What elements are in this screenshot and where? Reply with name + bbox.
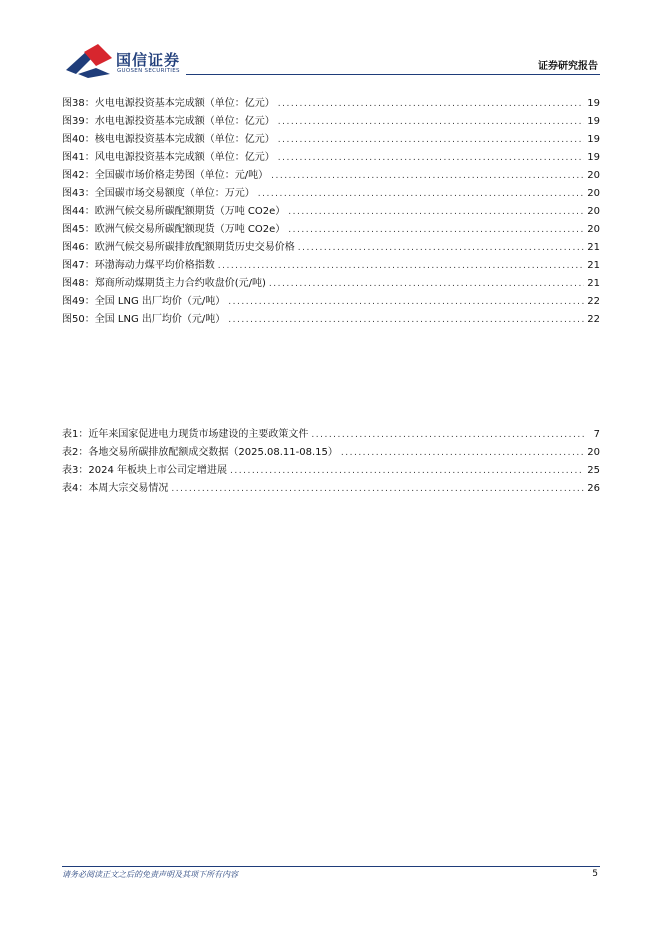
toc-leader-dots — [228, 297, 584, 307]
header-divider — [186, 74, 600, 75]
toc-entry-label: 表1： — [62, 429, 89, 440]
footer-divider — [62, 866, 600, 867]
toc-entry-text: 环渤海动力煤平均价格指数 — [94, 260, 215, 271]
toc-entry-title — [62, 202, 285, 217]
toc-entry-title — [62, 94, 275, 109]
toc-entry-label: 图41： — [62, 152, 95, 163]
figure-toc-row[interactable] — [62, 94, 600, 112]
toc-entry-label: 图47： — [62, 260, 95, 271]
table-toc-row[interactable] — [62, 461, 600, 479]
figure-toc-row[interactable] — [62, 292, 600, 310]
figure-toc-row[interactable] — [62, 256, 600, 274]
toc-leader-dots — [298, 243, 585, 253]
toc-entry-title — [62, 443, 338, 458]
toc-entry-label: 表3： — [62, 465, 89, 476]
toc-page-number: 20 — [587, 170, 600, 181]
report-type-title: 证券研究报告 — [538, 61, 598, 72]
toc-entry-title — [62, 112, 275, 127]
toc-entry-text: 全国 LNG 出厂均价（元/吨） — [94, 296, 226, 307]
toc-entry-label: 表4： — [62, 483, 89, 494]
toc-leader-dots — [278, 135, 585, 145]
logo-chinese-name: 国信证券 — [116, 51, 181, 69]
toc-leader-dots — [341, 448, 584, 458]
toc-entry-title — [62, 461, 227, 476]
toc-page-number: 7 — [593, 429, 600, 440]
logo-english-name: GUOSEN SECURITIES — [117, 68, 180, 74]
toc-entry-text: 2024 年板块上市公司定增进展 — [88, 465, 228, 476]
toc-leader-dots — [271, 171, 584, 181]
footer-disclaimer: 请务必阅读正文之后的免责声明及其项下所有内容 — [62, 870, 238, 879]
toc-page-number: 21 — [587, 260, 600, 271]
figure-toc-row[interactable] — [62, 238, 600, 256]
figure-toc-row[interactable] — [62, 112, 600, 130]
toc-entry-title — [62, 274, 266, 289]
toc-leader-dots — [171, 484, 584, 494]
toc-entry-text: 各地交易所碳排放配额成交数据（2025.08.11-08.15） — [88, 447, 338, 458]
toc-entry-title — [62, 425, 308, 440]
toc-page-number: 21 — [587, 242, 600, 253]
toc-page-number: 21 — [587, 278, 600, 289]
toc-entry-label: 图45： — [62, 224, 95, 235]
toc-entry-title — [62, 220, 285, 235]
toc-page-number: 20 — [587, 188, 600, 199]
toc-entry-label: 图46： — [62, 242, 95, 253]
toc-leader-dots — [228, 315, 584, 325]
toc-entry-text: 欧洲气候交易所碳配额现货（万吨 CO2e） — [94, 224, 286, 235]
toc-entry-title — [62, 256, 215, 271]
toc-entry-text: 近年来国家促进电力现货市场建设的主要政策文件 — [88, 429, 309, 440]
toc-leader-dots — [278, 153, 585, 163]
toc-leader-dots — [311, 430, 585, 440]
figure-toc-row[interactable] — [62, 166, 600, 184]
toc-page-number: 22 — [587, 296, 600, 307]
toc-page-number: 19 — [587, 134, 600, 145]
toc-page-number: 26 — [587, 483, 600, 494]
toc-leader-dots — [288, 207, 584, 217]
toc-leader-dots — [288, 225, 584, 235]
toc-leader-dots — [258, 189, 585, 199]
toc-entry-title — [62, 479, 168, 494]
toc-entry-text: 核电电源投资基本完成额（单位：亿元） — [94, 134, 275, 145]
toc-entry-title — [62, 166, 268, 181]
figure-toc-row[interactable] — [62, 148, 600, 166]
toc-entry-label: 图39： — [62, 116, 95, 127]
toc-entry-label: 图48： — [62, 278, 95, 289]
toc-page-number: 19 — [587, 98, 600, 109]
toc-entry-label: 表2： — [62, 447, 89, 458]
toc-entry-label: 图44： — [62, 206, 95, 217]
toc-entry-title — [62, 292, 225, 307]
toc-page-number: 20 — [587, 206, 600, 217]
toc-entry-title — [62, 238, 295, 253]
toc-leader-dots — [269, 279, 584, 289]
toc-page-number: 22 — [587, 314, 600, 325]
toc-entry-label: 图49： — [62, 296, 95, 307]
figure-toc-row[interactable] — [62, 184, 600, 202]
toc-page-number: 25 — [587, 465, 600, 476]
toc-page-number: 19 — [587, 152, 600, 163]
figure-toc-row[interactable] — [62, 130, 600, 148]
toc-leader-dots — [278, 99, 585, 109]
toc-entry-text: 全国碳市场交易额度（单位：万元） — [94, 188, 255, 199]
toc-entry-label: 图38： — [62, 98, 95, 109]
toc-entry-label: 图50： — [62, 314, 95, 325]
toc-entry-text: 欧洲气候交易所碳排放配额期货历史交易价格 — [94, 242, 295, 253]
toc-leader-dots — [218, 261, 585, 271]
table-list — [62, 425, 600, 497]
toc-leader-dots — [230, 466, 584, 476]
figure-toc-row[interactable] — [62, 202, 600, 220]
toc-entry-text: 郑商所动煤期货主力合约收盘价(元/吨) — [94, 278, 266, 289]
toc-leader-dots — [278, 117, 585, 127]
figure-toc-row[interactable] — [62, 310, 600, 328]
toc-page-number: 20 — [587, 224, 600, 235]
toc-entry-text: 全国 LNG 出厂均价（元/吨） — [94, 314, 226, 325]
table-toc-row[interactable] — [62, 443, 600, 461]
figure-toc-row[interactable] — [62, 220, 600, 238]
toc-entry-text: 全国碳市场价格走势图（单位：元/吨） — [94, 170, 269, 181]
toc-entry-title — [62, 130, 275, 145]
toc-page-number: 20 — [587, 447, 600, 458]
toc-entry-title — [62, 184, 255, 199]
toc-entry-title — [62, 310, 225, 325]
table-toc-row[interactable] — [62, 425, 600, 443]
toc-entry-label: 图42： — [62, 170, 95, 181]
toc-entry-text: 欧洲气候交易所碳配额期货（万吨 CO2e） — [94, 206, 286, 217]
page-number: 5 — [592, 869, 598, 879]
page-header — [0, 0, 662, 80]
toc-entry-text: 风电电源投资基本完成额（单位：亿元） — [94, 152, 275, 163]
guosen-logo-icon — [64, 44, 114, 78]
toc-entry-label: 图40： — [62, 134, 95, 145]
toc-page-number: 19 — [587, 116, 600, 127]
toc-entry-text: 水电电源投资基本完成额（单位：亿元） — [94, 116, 275, 127]
toc-entry-label: 图43： — [62, 188, 95, 199]
figure-list — [62, 94, 600, 328]
toc-entry-text: 火电电源投资基本完成额（单位：亿元） — [94, 98, 275, 109]
toc-entry-text: 本周大宗交易情况 — [88, 483, 169, 494]
toc-entry-title — [62, 148, 275, 163]
table-toc-row[interactable] — [62, 479, 600, 497]
figure-toc-row[interactable] — [62, 274, 600, 292]
